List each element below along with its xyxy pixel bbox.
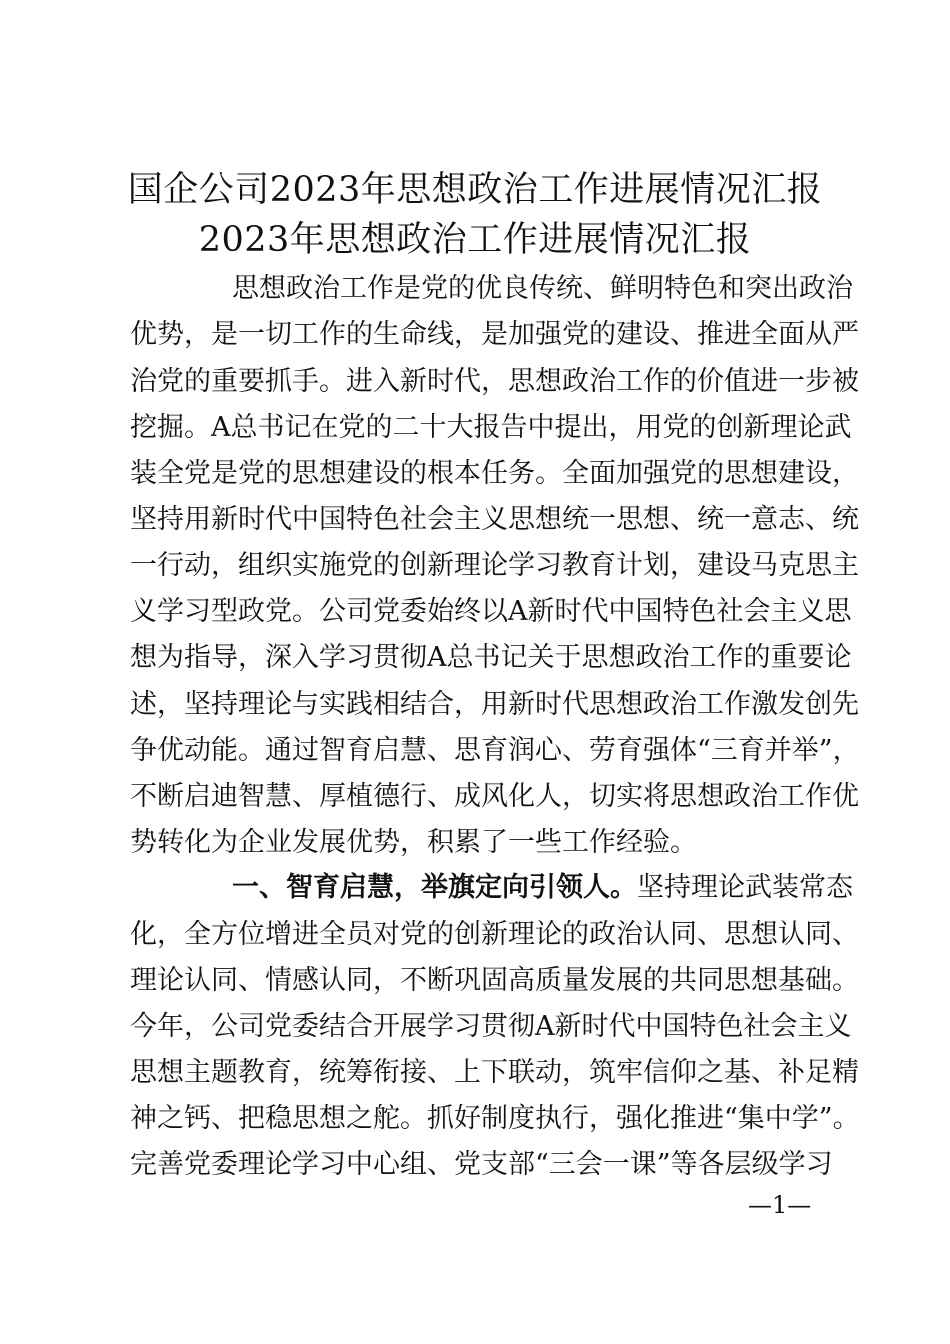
text-line: 治党的重要抓手。进入新时代，思想政治工作的价值进一步被 [130, 366, 859, 397]
page-number: —1— [748, 1191, 812, 1219]
text-line: 理论认同、情感认同，不断巩固高质量发展的共同思想基础。 [130, 965, 859, 996]
text-line: 思想主题教育，统筹衔接、上下联动，筑牢信仰之基、补足精 [130, 1057, 859, 1088]
text-line: 义学习型政党。公司党委始终以A新时代中国特色社会主义思 [130, 596, 852, 627]
text-line: 争优动能。通过智育启慧、思育润心、劳育强体“三育并举”， [130, 735, 860, 766]
text-line: 不断启迪智慧、厚植德行、成风化人，切实将思想政治工作优 [130, 781, 859, 812]
text-line: 挖掘。A总书记在党的二十大报告中提出，用党的创新理论武 [130, 412, 852, 443]
section-1-first-line [130, 865, 853, 911]
text-span: 坚持理论武装常态 [637, 872, 853, 903]
document-subtitle: 2023年思想政治工作进展情况汇报 [198, 220, 752, 260]
text-line: 化，全方位增进全员对党的创新理论的政治认同、思想认同、 [130, 919, 859, 950]
text-line: 思想政治工作是党的优良传统、鲜明特色和突出政治 [232, 273, 853, 304]
text-line: 势转化为企业发展优势，积累了一些工作经验。 [130, 827, 697, 858]
text-line: 完善党委理论学习中心组、党支部“三会一课”等各层级学习 [130, 1149, 833, 1180]
text-line: 优势，是一切工作的生命线，是加强党的建设、推进全面从严 [130, 319, 859, 350]
section-heading: 一、智育启慧，举旗定向引领人。 [232, 872, 637, 903]
text-line: 装全党是党的思想建设的根本任务。全面加强党的思想建设， [130, 458, 859, 489]
text-line: 今年，公司党委结合开展学习贯彻A新时代中国特色社会主义 [130, 1011, 852, 1042]
document-title: 国企公司2023年思想政治工作进展情况汇报 [127, 170, 823, 210]
text-line: 神之钙、把稳思想之舵。抓好制度执行，强化推进“集中学”。 [130, 1103, 860, 1134]
text-line: 想为指导，深入学习贯彻A总书记关于思想政治工作的重要论 [130, 642, 852, 673]
text-line: 坚持用新时代中国特色社会主义思想统一思想、统一意志、统 [130, 504, 859, 535]
text-line: 述，坚持理论与实践相结合，用新时代思想政治工作激发创先 [130, 689, 859, 720]
text-line: 一行动，组织实施党的创新理论学习教育计划，建设马克思主 [130, 550, 859, 581]
